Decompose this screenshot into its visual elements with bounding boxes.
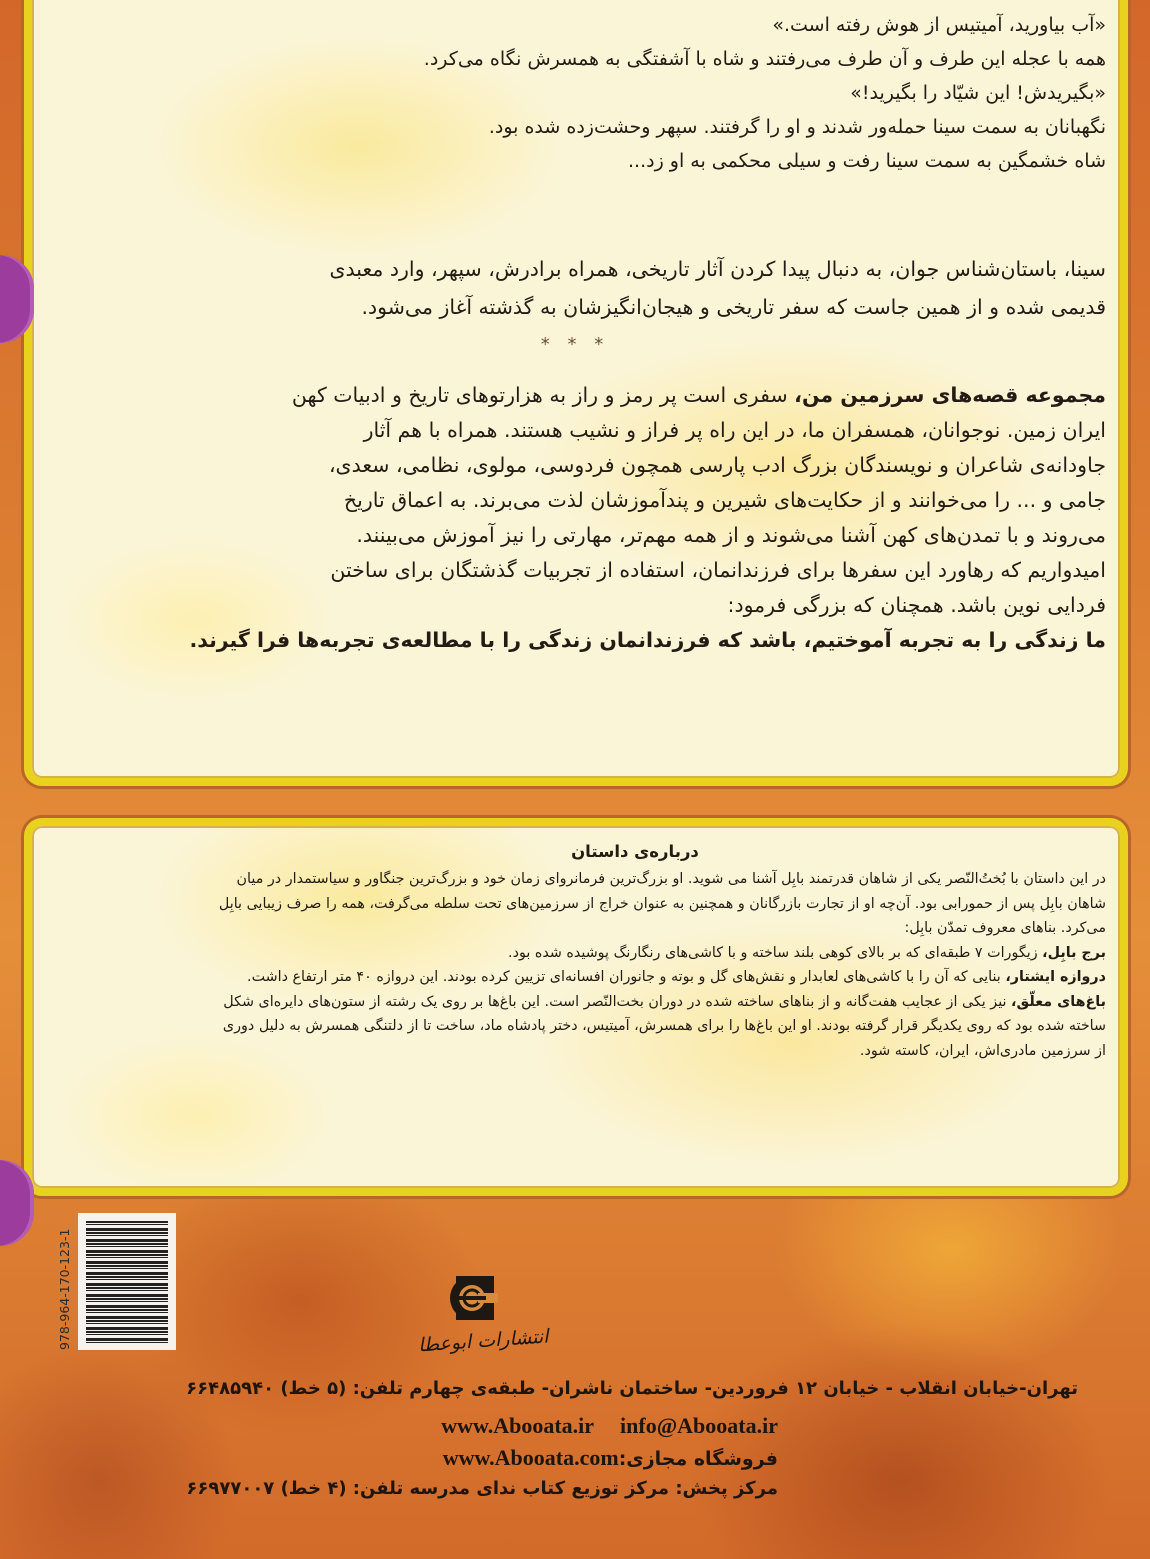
series-line [44,378,1106,413]
about-story [44,842,1106,1063]
landmark-text: بنایی که آن را با کاشی‌های لعابدار و نقش‌های گل و بوته و جانوران افسانه‌ای تزیین کرده بودند. این دروازه ۴۰ متر ارتفاع داشت. [247,969,1006,985]
barcode [78,1213,176,1350]
story-summary [44,250,1106,326]
series-description [44,378,1106,658]
isbn: 978-964-170-123-1 [57,1228,72,1350]
excerpt-line: «آب بیاورید، آمیتیس از هوش رفته است.» [772,14,1106,36]
landmark-term: برج بابِل، [1042,944,1106,961]
publisher-address: تهران-خیابان انقلاب - خیابان ۱۲ فروردین- ساختمان ناشران- طبقه‌ی چهارم تلفن: (۵ خط) ۶۶۴۸۵۹۴۰ [186,1378,1078,1399]
landmark-item [44,941,1106,966]
series-line: جامی و ... را می‌خوانند و از حکایت‌های شیرین و پندآموزشان لذت می‌برند. به اعماق تاریخ [343,488,1106,512]
landmark-item [44,965,1106,990]
excerpt-line: همه با عجله این طرف و آن طرف می‌رفتند و شاه با آشفتگی به همسرش نگاه می‌کرد. [423,48,1106,70]
online-shop [443,1445,778,1471]
publisher-logo-icon [448,1272,498,1324]
shop-link[interactable]: www.Abooata.com [442,1445,619,1470]
website-link[interactable]: www.Abooata.ir [441,1413,595,1438]
series-title: مجموعه قصه‌های سرزمین من، [794,383,1106,407]
landmark-item [44,990,1106,1015]
series-line: می‌روند و با تمدن‌های کهن آشنا می‌شوند و از همه مهم‌تر، مهارتی را نیز آموزش می‌بینند. [356,523,1106,547]
summary-line: سینا، باستان‌شناس جوان، به دنبال پیدا کردن آثار تاریخی، همراه برادرش، سپهر، وارد معبدی [329,257,1106,281]
email-link[interactable]: info@Abooata.ir [620,1413,778,1438]
about-line: می‌کرد. بناهای معروف تمدّن بابِل: [904,920,1106,936]
landmark-text: نیز یکی از عجایب هفت‌گانه و از بناهای ساخته شده در دوران بخت‌النّصر است. این باغ‌ها بر روی یک رشته از ستون‌های دایره‌ای شکل [223,993,1012,1010]
about-line: از سرزمین مادری‌اش، ایران، کاسته شود. [859,1042,1106,1059]
excerpt-line: «بگیریدش! این شیّاد را بگیرید!» [850,82,1106,104]
excerpt-line: نگهبانان به سمت سینا حمله‌ور شدند و او را گرفتند. سپهر وحشت‌زده شده بود. [488,116,1106,138]
publisher-name: انتشارات ابوعطا [417,1325,550,1357]
shop-label: فروشگاه مجازی: [618,1448,778,1470]
section-separator: * * * [540,334,610,355]
landmark-term: باغ‌های معلّق، [1011,993,1106,1010]
about-title: درباره‌ی داستان [571,842,699,861]
about-line: شاهان بابِل پس از حمورابی بود. آن‌چه او از تجارت بازرگانان و همچنین به عنوان خراج از سرزمین‌های تحت سلطه می‌گرفت، همه را صرف زیبایی بابِل [218,895,1106,912]
series-text: سفری است پر رمز و راز به هزارتوهای تاریخ و ادبیات کهن [291,383,795,407]
quote: ما زندگی را به تجربه آموختیم، باشد که فرزندانمان زندگی را با مطالعه‌ی تجربه‌ها فرا گیرند. [189,628,1106,652]
series-line: امیدواریم که رهاورد این سفرها برای فرزندانمان، استفاده از تجربیات گذشتگان برای ساختن [330,558,1106,582]
summary-line: قدیمی شده و از همین جاست که سفر تاریخی و هیجان‌انگیزشان به گذشته آغاز می‌شود. [361,295,1106,319]
landmark-term: دروازه ایشتار، [1005,969,1106,985]
about-line: ساخته شده بود که روی یکدیگر قرار گرفته بودند. او این باغ‌ها را برای همسرش، آمیتیس، دختر پادشاه ماد، ساخت تا از دلتنگی همسرش به دلیل دوری [222,1018,1106,1034]
landmark-text: زیگورات ۷ طبقه‌ای که بر بالای کوهی بلند ساخته و با کاشی‌های رنگارنگ پوشیده شده بود. [508,944,1043,961]
series-line: جاودانه‌ی شاعران و نویسندگان بزرگ ادب پارسی همچون فردوسی، مولوی، نظامی، سعدی، [328,453,1106,477]
web-contacts [441,1413,778,1439]
story-excerpt [44,8,1106,178]
excerpt-line: شاه خشمگین به سمت سینا رفت و سیلی محکمی به او زد... [628,150,1106,172]
about-line: در این داستان با بُختُ‌النّصر یکی از شاهان قدرتمند بابِل آشنا می شوید. او بزرگ‌ترین فرمانروای زمان خود و بزرگ‌ترین جنگاور و سیاستمدار در میان [236,871,1106,887]
series-line: فردایی نوین باشد. همچنان که بزرگی فرمود: [727,593,1106,617]
distribution-center: مرکز پخش: مرکز توزیع کتاب ندای مدرسه تلفن: (۴ خط) ۶۶۹۷۷۰۰۷ [186,1478,778,1499]
barcode-bars-icon [86,1221,168,1343]
series-line: ایران زمین. نوجوانان، همسفران ما، در این راه پر فراز و نشیب هستند. همراه با هم آثار [363,418,1106,442]
